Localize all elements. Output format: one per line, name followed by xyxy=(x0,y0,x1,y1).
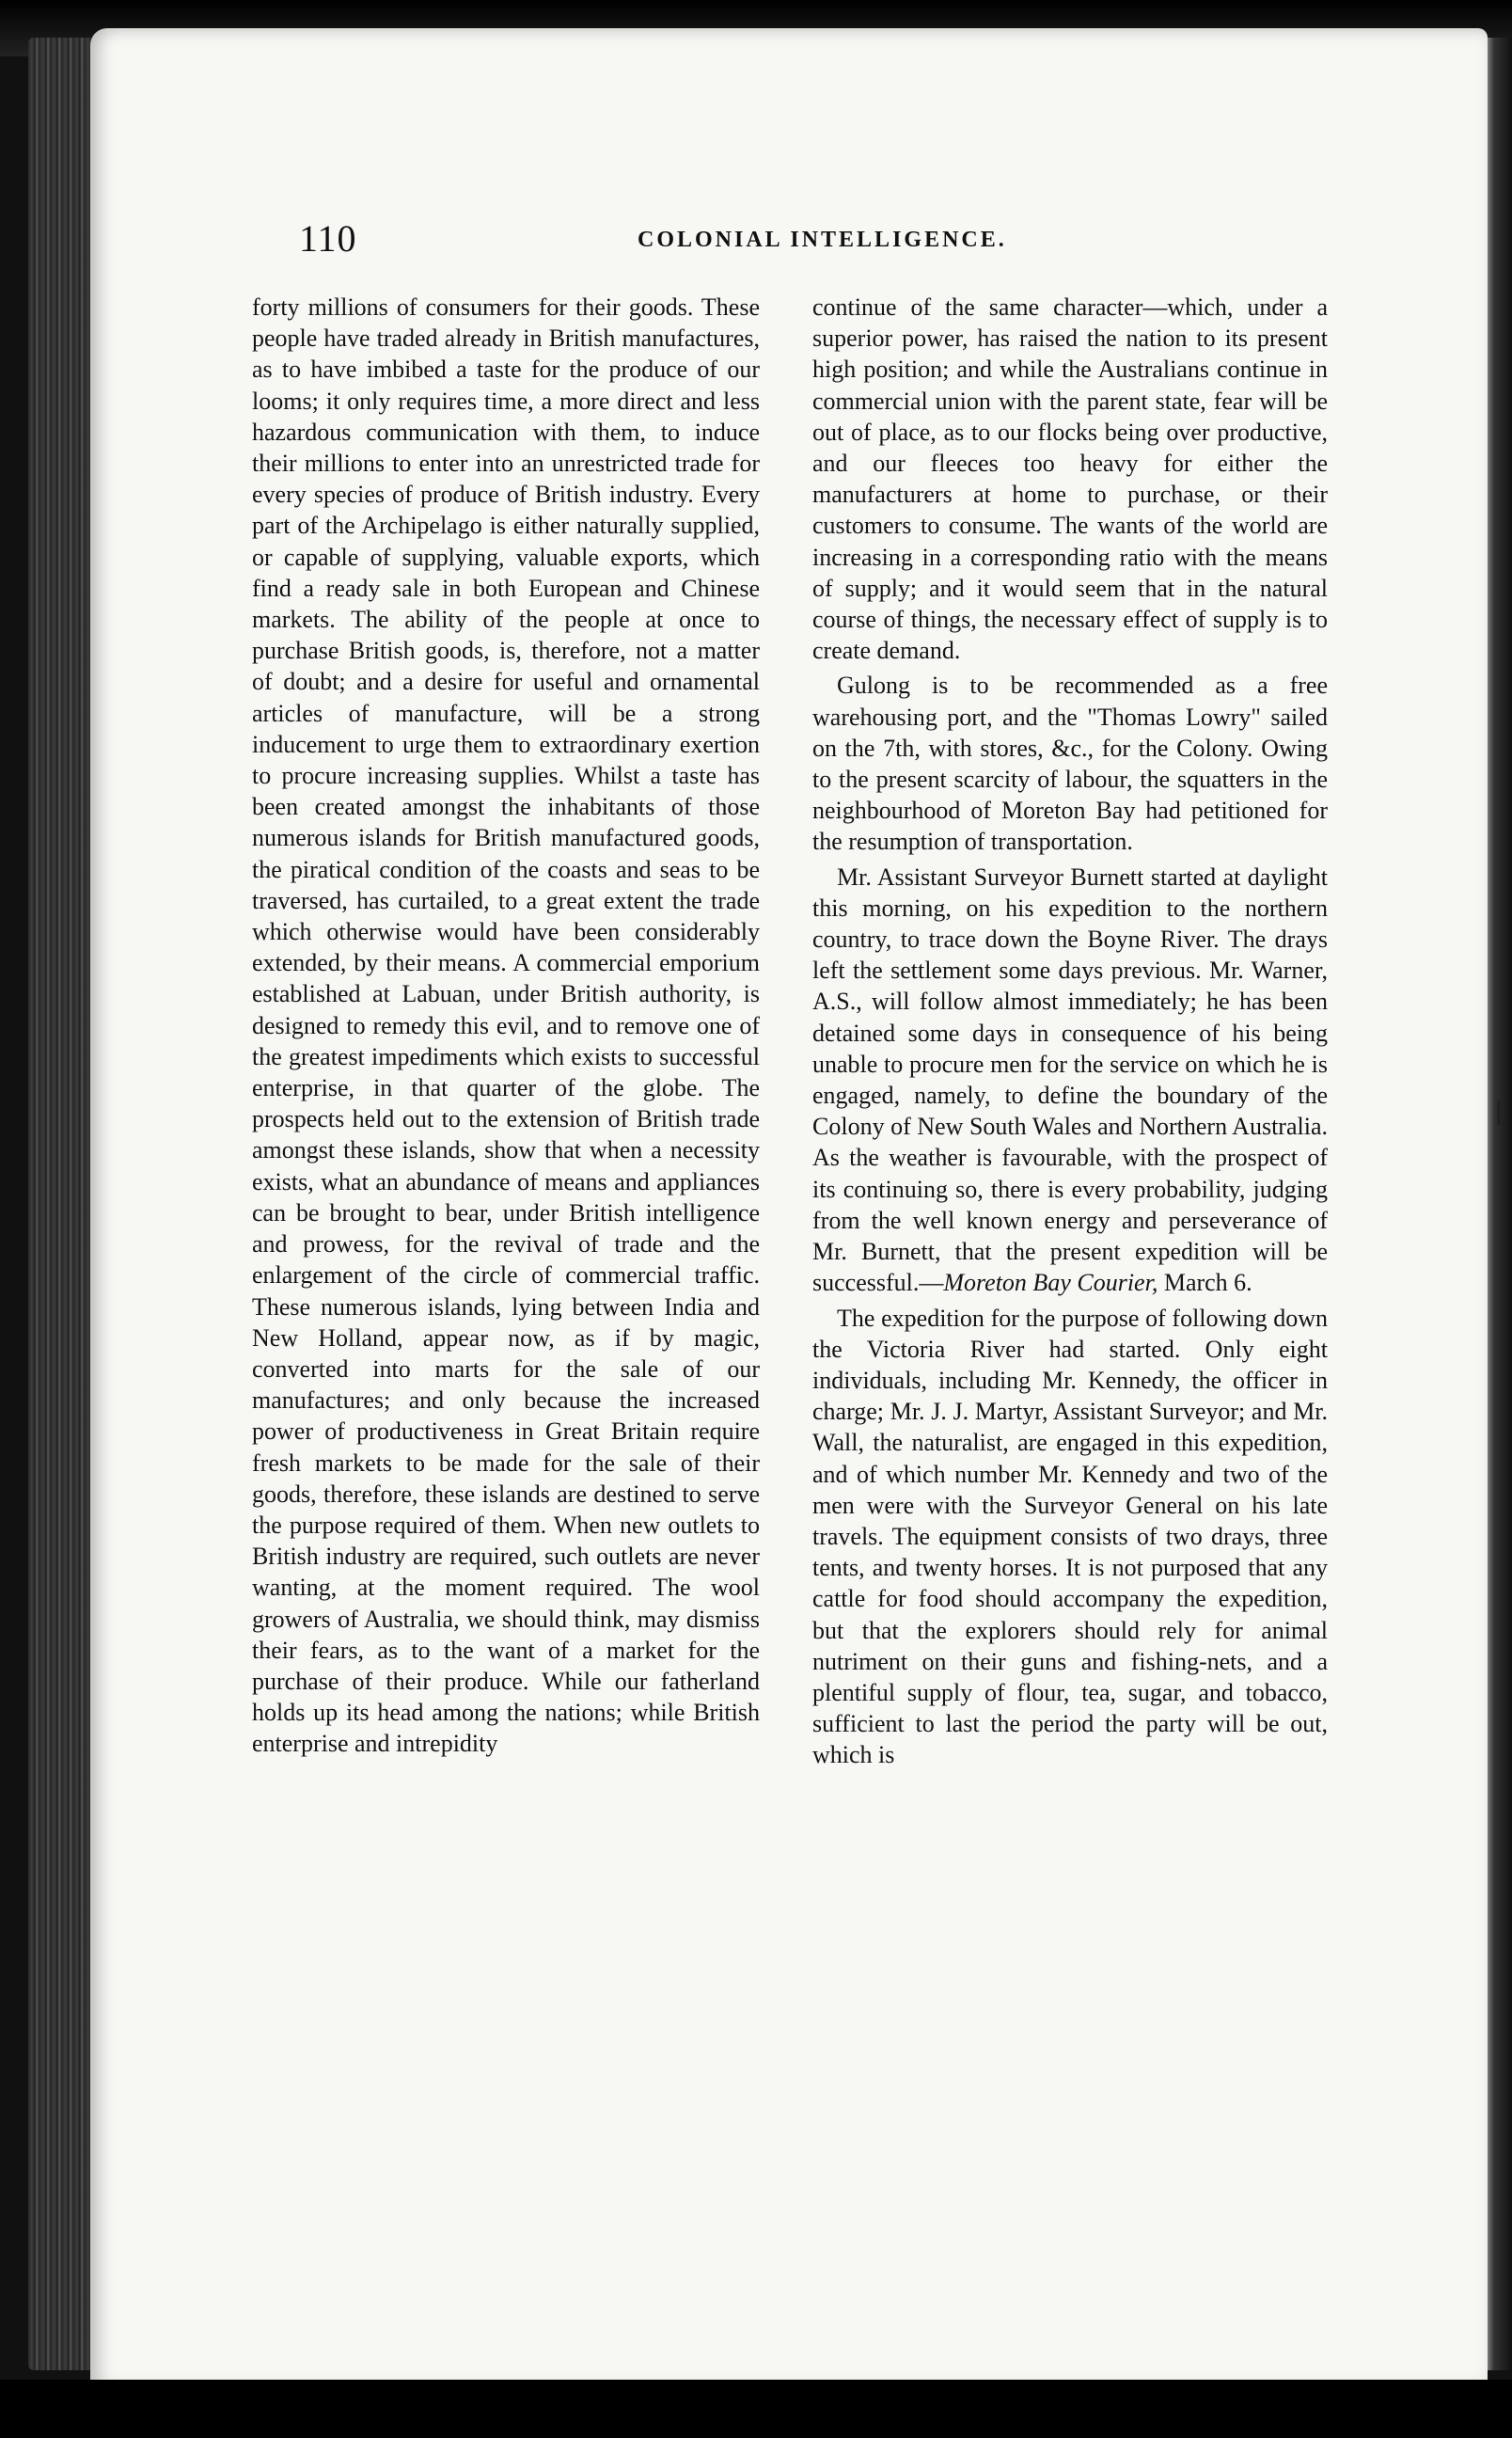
right-paragraph-2: Gulong is to be recommended as a free warehousing port, and the "Thomas Lowry" sailed on the 7th, with stores, &c., for the Colony. Owing to the present scarcity of labour, the squatters in the neighbourhood of Moreton Bay had petitioned for the resumption of transportation. xyxy=(812,672,1328,856)
right-column xyxy=(812,292,1328,2173)
section-title: COLONIAL INTELLIGENCE. xyxy=(638,228,1007,252)
right-paragraph-1: continue of the same character—which, under a superior power, has raised the nation to its present high position; and while the Australians continue in commercial union with the parent state, fear will be out of place, as to our flocks being over productive, and our fleeces too heavy for either the manufacturers at home to purchase, or their customers to consume. The wants of the world are increasing in a corresponding ratio with the means of supply; and it would seem that in the natural course of things, the necessary effect of supply is to create demand. xyxy=(812,293,1328,665)
right-paragraph-3-text: Mr. Assistant Surveyor Burnett started at daylight this morning, on his expedition to the northern country, to trace down the Boyne River. The drays left the settlement some days previous. Mr. Warner, A.S., will follow almost immediately; he has been detained some days in consequence of his being unable to procure men for the service on which he is engaged, namely, to define the boundary of the Colony of New South Wales and Northern Australia. As the weather is favourable, with the prospect of its continuing so, there is every probability, judging from the well known energy and perseverance of Mr. Burnett, that the present expedition will be successful.— xyxy=(812,863,1328,1297)
source-citation: Moreton Bay Courier, xyxy=(943,1269,1158,1297)
left-column xyxy=(252,292,760,2173)
right-paragraph-4: The expedition for the purpose of following down the Victoria River had started. Only eight individuals, including Mr. Kennedy, the officer in charge; Mr. J. J. Martyr, Assistant Surveyor; and Mr. Wall, the naturalist, are engaged in this expedition, and of which number Mr. Kennedy and two of the men were with the Surveyor General on his late travels. The equipment consists of two drays, three tents, and twenty horses. It is not purposed that any cattle for food should accompany the expedition, but that the explorers should rely for animal nutriment on their guns and fishing-nets, and a plentiful supply of flour, tea, sugar, and tobacco, sufficient to last the period the party will be out, which is xyxy=(812,1304,1328,1769)
margin-mark xyxy=(1497,1100,1501,1125)
scan-bottom-border xyxy=(0,2380,1512,2438)
page-number: 110 xyxy=(299,217,357,260)
left-paragraph-1: forty millions of consumers for their goods. These people have traded already in British manufactures, as to have imbibed a taste for the produce of our looms; it only requires time, a more direct and less hazardous communication with them, to induce their millions to enter into an unrestricted trade for every species of produce of British industry. Every part of the Archipelago is either naturally supplied, or capable of supplying, valuable exports, which find a ready sale in both European and Chinese markets. The ability of the people at once to purchase British goods, is, therefore, not a matter of doubt; and a desire for useful and ornamental articles of manufacture, will be a strong inducement to urge them to extraordinary exertion to procure increasing supplies. Whilst a taste has been created amongst the inhabitants of those numerous islands for British manufactured goods, the piratical condition of the coasts and seas to be traversed, has curtailed, to a great extent the trade which otherwise would have been considerably extended, by their means. A commercial emporium established at Labuan, under British authority, is designed to remedy this evil, and to remove one of the greatest impediments which exists to successful enterprise, in that quarter of the globe. The prospects held out to the extension of British trade amongst these islands, show that when a necessity exists, what an abundance of means and appliances can be brought to bear, under British intelligence and prowess, for the revival of trade and the enlargement of the circle of commercial traffic. These numerous islands, lying between India and New Holland, appear now, as if by magic, converted into marts for the sale of our manufactures; and only because the increased power of productiveness in Great Britain require fresh markets to be made for the sale of their goods, therefore, these islands are destined to serve the purpose required of them. When new outlets to British industry are required, such outlets are never wanting, at the moment required. The wool growers of Australia, we should think, may dismiss their fears, as to the want of a market for the purchase of their produce. While our fatherland holds up its head among the nations; while British enterprise and intrepidity xyxy=(252,293,760,1758)
running-head xyxy=(299,216,1343,273)
book-page-edges xyxy=(28,38,94,2370)
right-paragraph-3 xyxy=(812,862,1328,1299)
source-date: March 6. xyxy=(1158,1269,1252,1297)
